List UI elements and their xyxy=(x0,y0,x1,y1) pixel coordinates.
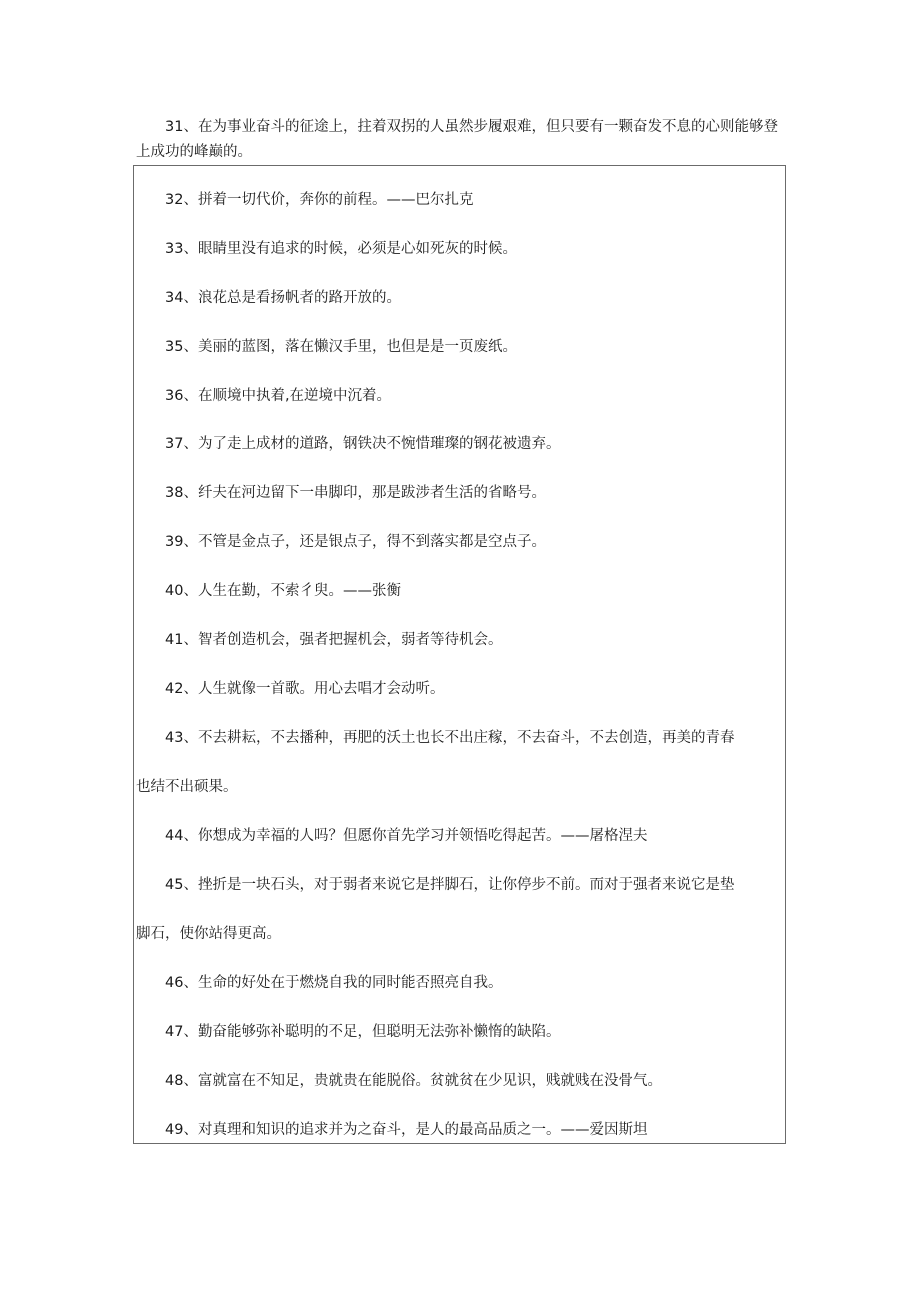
quote-37: 37、为了走上成材的道路，钢铁决不惋惜璀璨的钢花被遗弃。 xyxy=(165,436,561,452)
quote-41: 41、智者创造机会，强者把握机会，弱者等待机会。 xyxy=(165,632,503,648)
quote-49: 49、对真理和知识的追求并为之奋斗，是人的最高品质之一。——爱因斯坦 xyxy=(165,1122,648,1138)
quote-40: 40、人生在勤，不索彳臾。——张衡 xyxy=(165,583,401,599)
quote-43-line-1: 43、不去耕耘，不去播种，再肥的沃土也长不出庄稼，不去奋斗，不去创造，再美的青春 xyxy=(165,730,735,746)
quote-44: 44、你想成为幸福的人吗？但愿你首先学习并领悟吃得起苦。——屠格涅夫 xyxy=(165,828,648,844)
quote-35: 35、美丽的蓝图，落在懒汉手里，也但是是一页废纸。 xyxy=(165,339,517,355)
quote-48: 48、富就富在不知足，贵就贵在能脱俗。贫就贫在少见识，贱就贱在没骨气。 xyxy=(165,1073,662,1089)
quote-34: 34、浪花总是看扬帆者的路开放的。 xyxy=(165,290,401,306)
quote-45-line-1: 45、挫折是一块石头，对于弱者来说它是拌脚石，让你停步不前。而对于强者来说它是垫 xyxy=(165,877,735,893)
quote-36: 36、在顺境中执着,在逆境中沉着。 xyxy=(165,388,392,404)
quote-43-line-2: 也结不出硕果。 xyxy=(136,779,238,795)
quote-39: 39、不管是金点子，还是银点子，得不到落实都是空点子。 xyxy=(165,534,546,550)
quote-table-frame xyxy=(133,165,786,1144)
quote-47: 47、勤奋能够弥补聪明的不足，但聪明无法弥补懒惰的缺陷。 xyxy=(165,1024,561,1040)
quote-32: 32、拼着一切代价，奔你的前程。——巴尔扎克 xyxy=(165,192,474,208)
paragraph-31: 31、在为事业奋斗的征途上，拄着双拐的人虽然步履艰难，但只要有一颗奋发不息的心则能够登上成功的峰巅的。 xyxy=(136,119,778,160)
quote-38: 38、纤夫在河边留下一串脚印，那是跋涉者生活的省略号。 xyxy=(165,485,546,501)
quote-42: 42、人生就像一首歌。用心去唱才会动听。 xyxy=(165,681,445,697)
quote-45-line-2: 脚石，使你站得更高。 xyxy=(136,926,281,942)
quote-33: 33、眼睛里没有追求的时候，必须是心如死灰的时候。 xyxy=(165,241,517,257)
quote-46: 46、生命的好处在于燃烧自我的同时能否照亮自我。 xyxy=(165,975,503,991)
